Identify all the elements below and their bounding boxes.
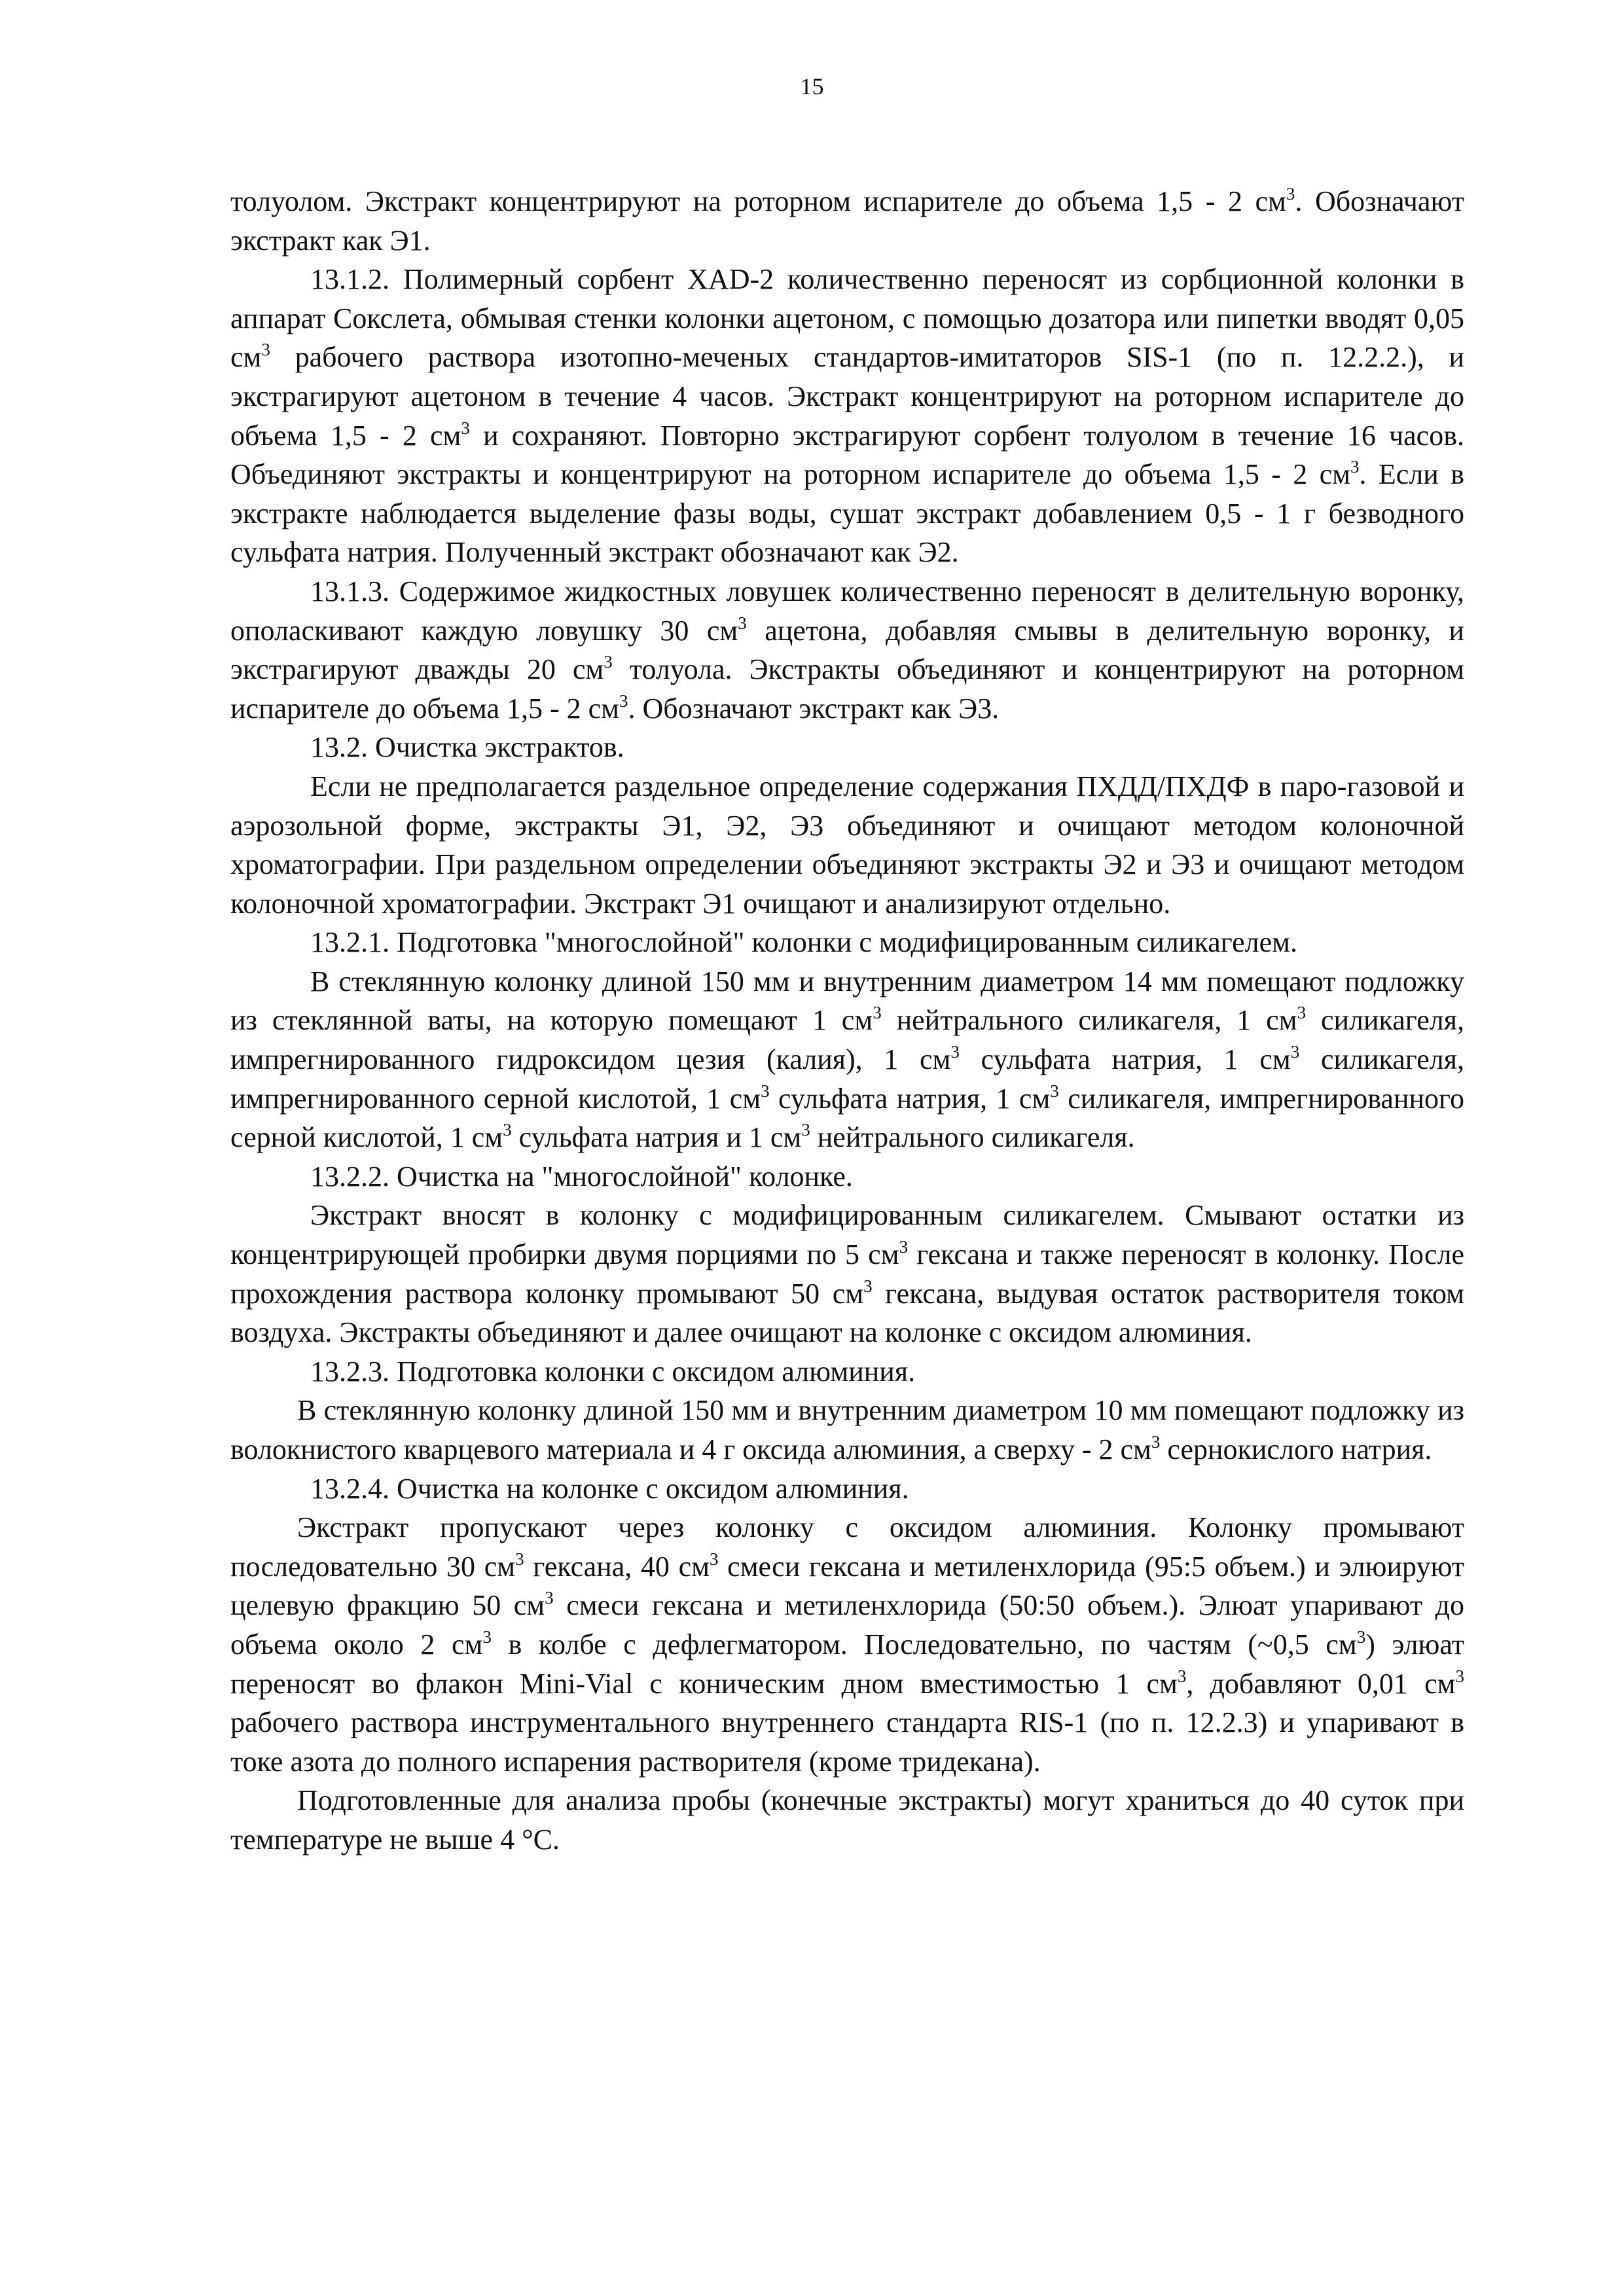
subsection-heading: 13.2.2. Очистка на "многослойной" колонке.	[310, 1160, 853, 1193]
superscript-cubic: 3	[482, 1626, 492, 1647]
superscript-cubic: 3	[515, 1549, 524, 1569]
superscript-cubic: 3	[604, 652, 613, 672]
document-body	[230, 182, 1464, 1859]
subsection-heading: 13.2.3. Подготовка колонки с оксидом алюминия.	[310, 1355, 916, 1388]
superscript-cubic: 3	[503, 1120, 512, 1140]
superscript-cubic: 3	[1350, 457, 1360, 477]
superscript-cubic: 3	[761, 1081, 770, 1101]
paragraph: В стеклянную колонку длиной 150 мм и внутренним диаметром 14 мм помещают подложку из стеклянной ваты, на которую помещают 1 $см^3$ нейтрального силикагеля, 1 $см^3$ силикагеля, импрегнированного гидроксидом цезия (калия), 1 $см^3$ сульфата натрия, 1 $см^3$ силикагеля, импрегнированного серной кислотой, 1 $см^3$ сульфата натрия, 1 $см^3$ силикагеля, импрегнированного серной кислотой, 1 $см^3$ сульфата натрия и 1 $см^3$ нейтрального силикагеля.	[230, 965, 1464, 1154]
superscript-cubic: 3	[710, 1549, 719, 1569]
superscript-cubic: 3	[1290, 1042, 1300, 1062]
superscript-cubic: 3	[1356, 1626, 1366, 1647]
paragraph: Экстракт пропускают через колонку с оксидом алюминия. Колонку промывают последовательно 30 $см^3$ гексана, 40 $см^3$ смеси гексана и метиленхлорида (95:5 объем.) и элюируют целевую фракцию 50 $см^3$ смеси гексана и метиленхлорида (50:50 объем.). Элюат упаривают до объема около 2 $см^3$ в колбе с дефлегматором. Последовательно, по частям (~0,5 $см^3$) элюат переносят во флакон Mini-Vial с коническим дном вместимостью 1 $см^3$, добавляют 0,01 $см^3$ рабочего раствора инструментального внутреннего стандарта RIS-1 (по п. 12.2.3) и упаривают в токе азота до полного испарения растворителя (кроме тридекана).	[230, 1511, 1465, 1778]
superscript-cubic: 3	[1177, 1666, 1187, 1686]
page-number: 15	[800, 73, 824, 99]
section-heading: 13.2. Очистка экстрактов.	[310, 731, 624, 764]
superscript-cubic: 3	[1455, 1666, 1464, 1686]
subsection-heading: 13.2.1. Подготовка "многослойной" колонки с модифицированным силикагелем.	[310, 926, 1297, 959]
superscript-cubic: 3	[461, 418, 470, 438]
paragraph: Экстракт вносят в колонку с модифицированным силикагелем. Смывают остатки из концентрирующей пробирки двумя порциями по 5 $см^3$ гексана и также переносят в колонку. После прохождения раствора колонку промывают 50 $см^3$ гексана, выдувая остаток растворителя током воздуха. Экстракты объединяют и далее очищают на колонке с оксидом алюминия.	[230, 1199, 1464, 1349]
superscript-cubic: 3	[950, 1042, 960, 1062]
paragraph: толуолом. Экстракт концентрируют на роторном испарителе до объема 1,5 - 2 $см^3$. Обозначают экстракт как Э1.	[230, 184, 1464, 257]
paragraph: 13.1.2. Полимерный сорбент XAD-2 количественно переносят из сорбционной колонки в аппарат Сокслета, обмывая стенки колонки ацетоном, с помощью дозатора или пипетки вводят 0,05 $см^3$ рабочего раствора изотопно-меченых стандартов-имитаторов SIS-1 (по п. 12.2.2.), и экстрагируют ацетоном в течение 4 часов. Экстракт концентрируют на роторном испарителе до объема 1,5 - 2 $см^3$ и сохраняют. Повторно экстрагируют сорбент толуолом в течение 16 часов. Объединяют экстракты и концентрируют на роторном испарителе до объема 1,5 - 2 $см^3$. Если в экстракте наблюдается выделение фазы воды, сушат экстракт добавлением 0,5 - 1 г безводного сульфата натрия. Полученный экстракт обозначают как Э2.	[230, 263, 1464, 569]
superscript-cubic: 3	[801, 1120, 810, 1140]
superscript-cubic: 3	[738, 613, 747, 633]
superscript-cubic: 3	[1286, 184, 1295, 204]
superscript-cubic: 3	[899, 1237, 909, 1257]
paragraph: В стеклянную колонку длиной 150 мм и внутренним диаметром 10 мм помещают подложку из волокнистого кварцевого материала и 4 г оксида алюминия, а сверху - 2 $см^3$ сернокислого натрия.	[230, 1394, 1464, 1465]
paragraph: Если не предполагается раздельное определение содержания ПХДД/ПХДФ в паро-газовой и аэрозольной форме, экстракты Э1, Э2, Э3 объединяют и очищают методом колоночной хроматографии. При раздельном определении объединяют экстракты Э2 и Э3 и очищают методом колоночной хроматографии. Экстракт Э1 очищают и анализируют отдельно.	[230, 770, 1464, 920]
paragraph: 13.1.3. Содержимое жидкостных ловушек количественно переносят в делительную воронку, ополаскивают каждую ловушку 30 $см^3$ ацетона, добавляя смывы в делительную воронку, и экстрагируют дважды 20 $см^3$ толуола. Экстракты объединяют и концентрируют на роторном испарителе до объема 1,5 - 2 $см^3$. Обозначают экстракт как Э3.	[230, 575, 1464, 725]
paragraph: Подготовленные для анализа пробы (конечные экстракты) могут храниться до 40 суток при температуре не выше 4 °С.	[230, 1784, 1464, 1856]
superscript-cubic: 3	[1050, 1081, 1059, 1101]
superscript-cubic: 3	[873, 1003, 882, 1023]
subsection-heading: 13.2.4. Очистка на колонке с оксидом алюминия.	[310, 1472, 909, 1505]
superscript-cubic: 3	[863, 1276, 873, 1296]
superscript-cubic: 3	[1151, 1432, 1161, 1452]
superscript-cubic: 3	[545, 1588, 554, 1608]
superscript-cubic: 3	[261, 340, 270, 360]
superscript-cubic: 3	[619, 691, 628, 711]
superscript-cubic: 3	[1297, 1003, 1307, 1023]
